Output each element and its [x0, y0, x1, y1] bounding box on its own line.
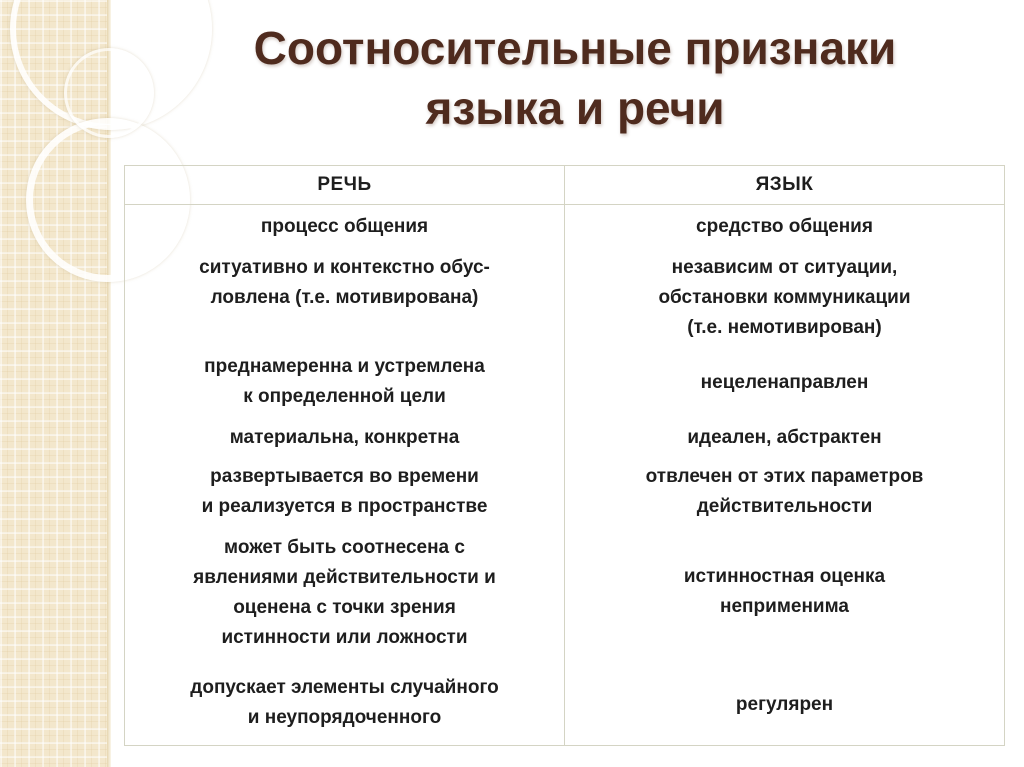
list-item — [565, 690, 1004, 720]
speech-column — [125, 205, 565, 746]
cell-line: (т.е. немотивирован) — [687, 317, 882, 338]
list-item — [565, 212, 1004, 242]
cell-line: неприменима — [720, 596, 849, 617]
list-item — [125, 212, 564, 242]
slide-title — [150, 18, 1000, 138]
list-item — [125, 352, 564, 412]
list-item — [565, 423, 1004, 453]
list-item — [125, 673, 564, 733]
language-column — [565, 205, 1005, 746]
slide-title-line-1: Соотносительные признаки — [253, 22, 897, 74]
header-speech: РЕЧЬ — [125, 166, 565, 205]
comparison-table — [124, 165, 1005, 746]
cell-line: развертывается во времени — [210, 466, 479, 487]
cell-line: и неупорядоченного — [247, 707, 442, 728]
cell-line: может быть соотнесена с — [224, 537, 465, 558]
cell-line: ловлена (т.е. мотивирована) — [210, 287, 479, 308]
cell-line: обстановки коммуникации — [658, 287, 911, 308]
list-item — [565, 253, 1004, 343]
cell-line: ситуативно и контекстно обус- — [199, 257, 490, 278]
cell-line: допускает элементы случайного — [190, 677, 499, 698]
list-item — [125, 462, 564, 522]
cell-line: средство общения — [696, 216, 873, 237]
list-item — [565, 462, 1004, 522]
cell-line: нецеленаправлен — [700, 372, 869, 393]
cell-line: истинностная оценка — [683, 566, 886, 587]
list-item — [565, 368, 1004, 398]
list-item — [125, 253, 564, 313]
cell-line: процесс общения — [260, 216, 429, 237]
list-item — [565, 562, 1004, 622]
cell-line: к определенной цели — [243, 386, 446, 407]
cell-line: действительности — [696, 496, 873, 517]
slide-title-line-2: языка и речи — [425, 82, 725, 134]
list-item — [125, 423, 564, 453]
table-body-row — [125, 205, 1005, 746]
cell-line: отвлечен от этих параметров — [645, 466, 924, 487]
cell-line: идеален, абстрактен — [687, 427, 882, 448]
header-language: ЯЗЫК — [565, 166, 1005, 205]
cell-line: материальна, конкретна — [229, 427, 460, 448]
cell-line: истинности или ложности — [221, 627, 468, 648]
cell-line: и реализуется в пространстве — [201, 496, 488, 517]
cell-line: независим от ситуации, — [671, 257, 898, 278]
table-header-row — [125, 166, 1005, 205]
list-item — [125, 533, 564, 653]
decorative-ring-icon — [64, 48, 154, 138]
cell-line: регулярен — [735, 694, 834, 715]
cell-line: оценена с точки зрения — [233, 597, 456, 618]
cell-line: явлениями действительности и — [193, 567, 496, 588]
cell-line: преднамеренна и устремлена — [204, 356, 485, 377]
